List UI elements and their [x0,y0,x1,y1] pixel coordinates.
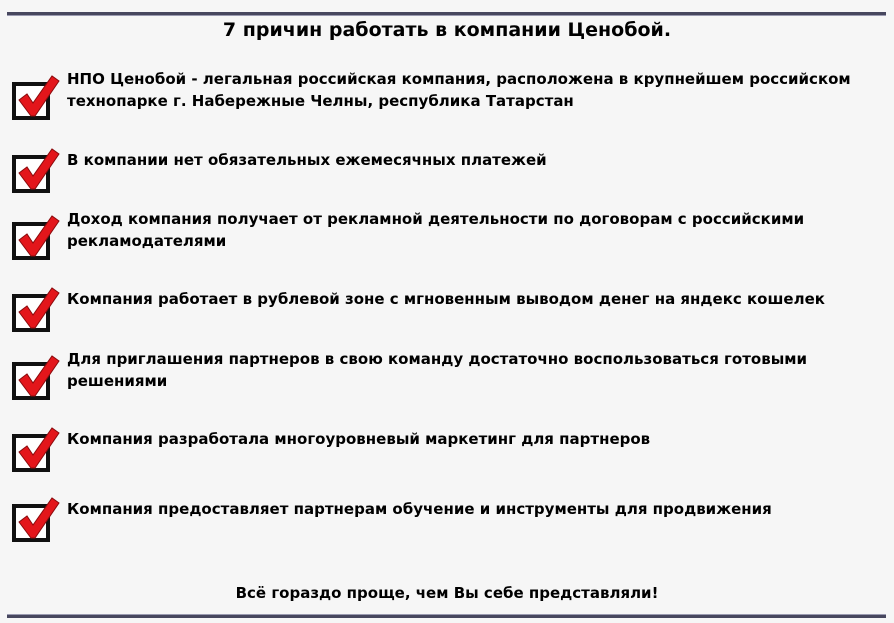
page-title: 7 причин работать в компании Ценобой. [222,19,672,41]
checkbox-check-icon [12,143,62,193]
reason-text: Компания работает в рублевой зоне с мгновенным выводом денег на яндекс кошелек [67,290,825,308]
reason-text: Для приглашения партнеров в свою команду достаточно воспользоваться готовыми решениями [67,350,808,390]
top-divider [7,12,886,16]
checkbox-check-icon [12,210,62,260]
checkbox-check-icon [12,492,62,542]
checkbox-check-icon [12,350,62,400]
checkbox-check-icon [12,70,62,120]
reason-text: В компании нет обязательных ежемесячных платежей [67,151,547,169]
reason-text: Компания предоставляет партнерам обучение и инструменты для продвижения [67,500,772,518]
bottom-divider [7,614,886,618]
checkbox-check-icon [12,282,62,332]
reason-text: Доход компания получает от рекламной деятельности по договорам с российскими рекламодателями [67,210,805,250]
reason-text: Компания разработала многоуровневый маркетинг для партнеров [67,430,651,448]
reason-text: НПО Ценобой - легальная российская компания, расположена в крупнейшем российском технопарке г. Набережные Челны, республика Татарстан [67,70,851,110]
checkbox-check-icon [12,422,62,472]
footer-slogan: Всё гораздо проще, чем Вы себе представляли! [235,584,659,602]
